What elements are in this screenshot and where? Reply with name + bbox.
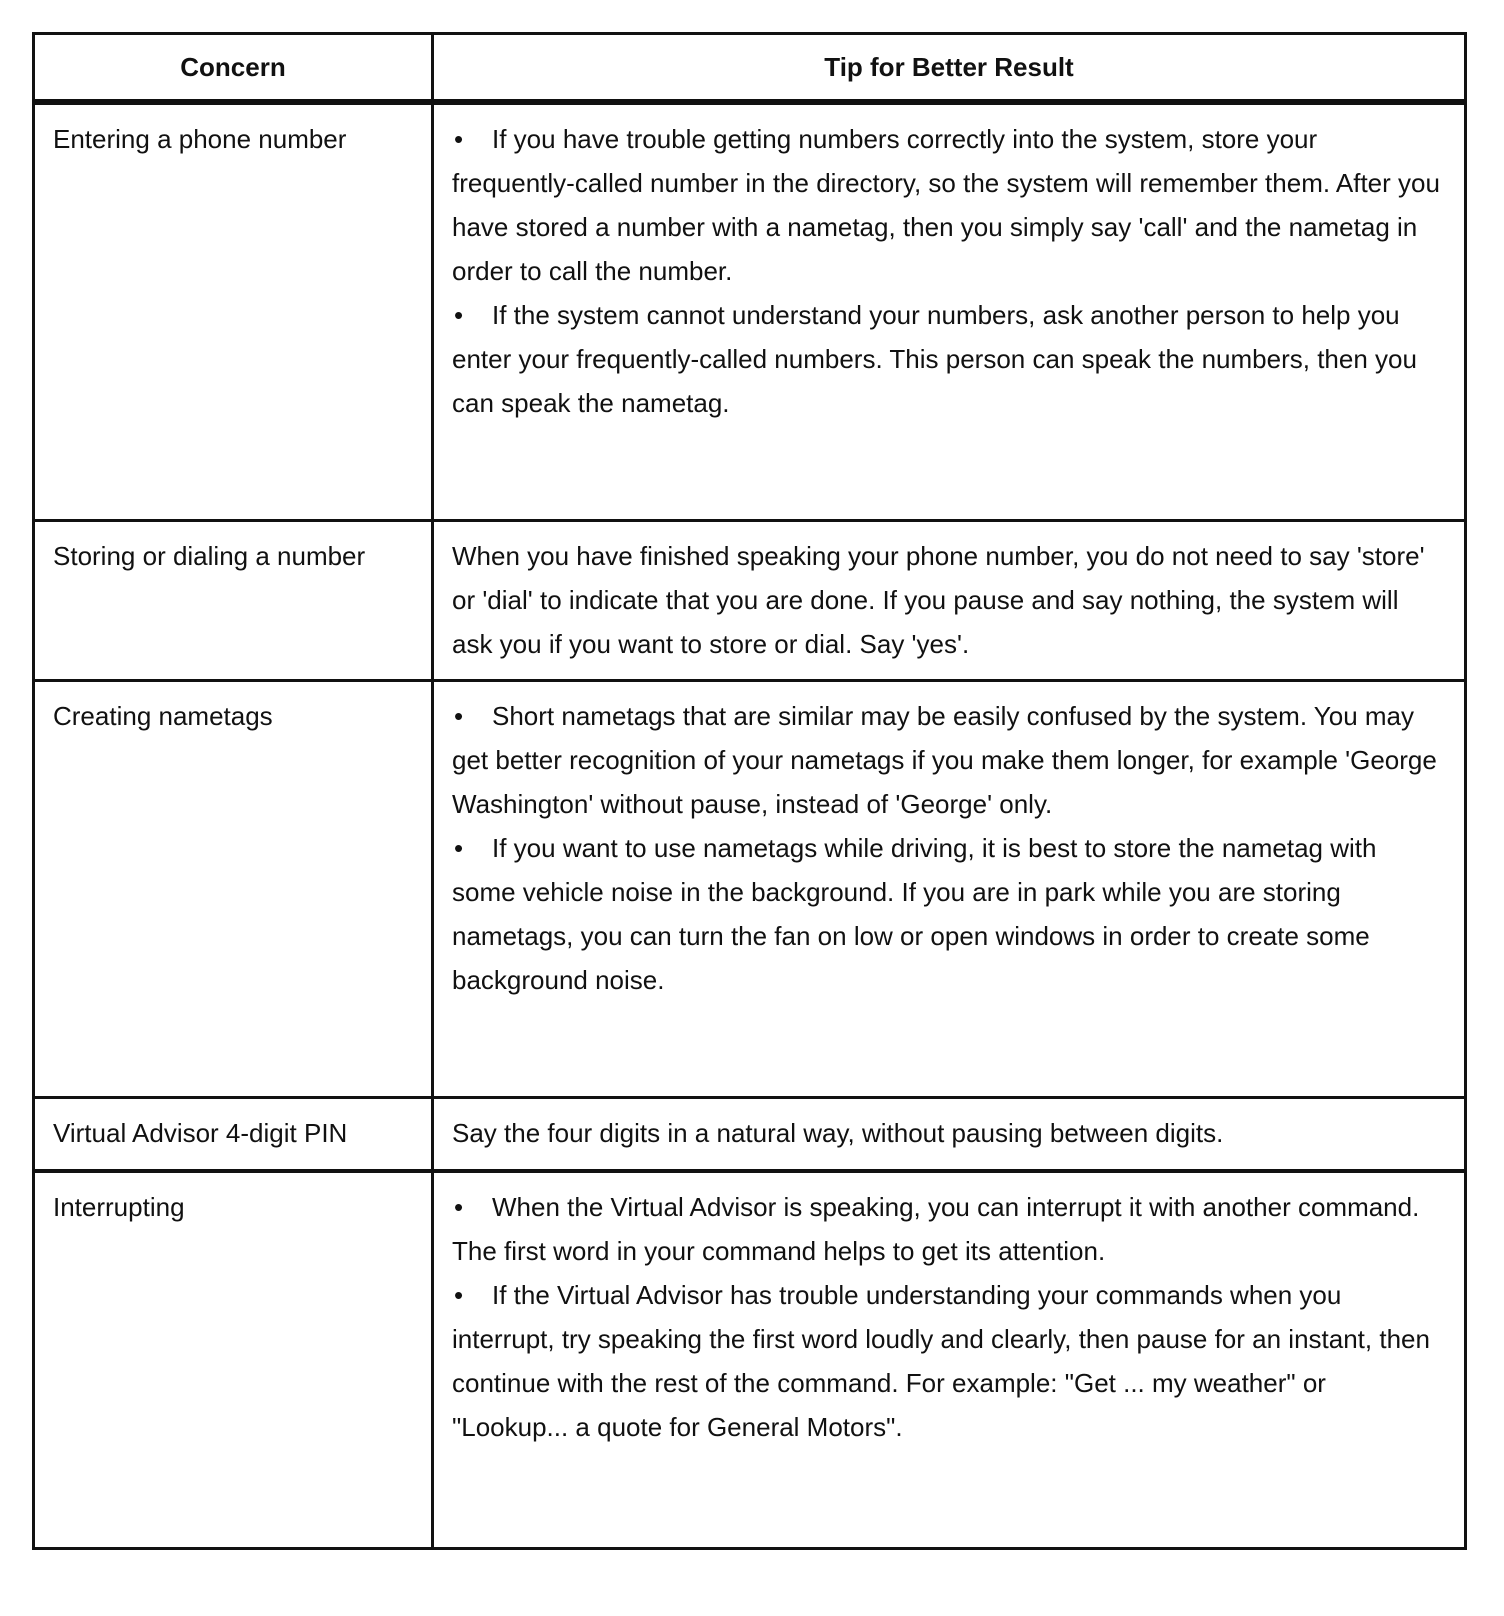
concern-cell: Virtual Advisor 4-digit PIN [34, 1098, 433, 1172]
tip-text: If you have trouble getting numbers correctly into the system, store your frequently-called number in the directory, so the system will remember them. After you have stored a number with a nametag, then you simply say 'call' and the nametag in order to call the number. [452, 124, 1440, 286]
tip-text: If the system cannot understand your numbers, ask another person to help you enter your frequently-called numbers. This person can speak the numbers, then you can speak the nametag. [452, 300, 1417, 418]
tip-cell [433, 681, 1466, 1098]
tip-cell: Say the four digits in a natural way, without pausing between digits. [433, 1098, 1466, 1172]
bullet-icon: • [454, 1192, 464, 1222]
table-row [34, 1171, 1466, 1549]
tip-cell [433, 1171, 1466, 1549]
tip-text: If the Virtual Advisor has trouble understanding your commands when you interrupt, try speaking the first word loudly and clearly, then pause for an instant, then continue with the rest of the command. For example: "Get ... my weather" or "Lookup... a quote for General Motors". [452, 1280, 1430, 1442]
tip-text: If you want to use nametags while driving, it is best to store the nametag with some vehicle noise in the background. If you are in park while you are storing nametags, you can turn the fan on low or open windows in order to create some background noise. [452, 833, 1377, 995]
tip-bullet [452, 694, 1446, 826]
table-row [34, 681, 1466, 1098]
table-row [34, 521, 1466, 681]
tip-text: Short nametags that are similar may be easily confused by the system. You may get better recognition of your nametags if you make them longer, for example 'George Washington' without pause, instead of 'George' only. [452, 701, 1437, 819]
bullet-icon: • [454, 124, 464, 154]
concern-header: Concern [34, 34, 433, 103]
tip-bullet [452, 1185, 1446, 1273]
tip-cell [433, 102, 1466, 521]
bullet-icon: • [454, 300, 464, 330]
bullet-icon: • [454, 833, 464, 863]
tip-bullet [452, 1273, 1446, 1449]
table-row [34, 102, 1466, 521]
tip-bullet [452, 117, 1446, 293]
bullet-icon: • [454, 1280, 464, 1310]
tip-bullet [452, 293, 1446, 425]
tip-header: Tip for Better Result [433, 34, 1466, 103]
bullet-icon: • [454, 701, 464, 731]
header-row [34, 34, 1466, 103]
tips-table [32, 32, 1467, 1550]
concern-cell: Entering a phone number [34, 102, 433, 521]
tip-cell: When you have finished speaking your phone number, you do not need to say 'store' or 'dial' to indicate that you are done. If you pause and say nothing, the system will ask you if you want to store or dial. Say 'yes'. [433, 521, 1466, 681]
table-row [34, 1098, 1466, 1172]
tip-text: When the Virtual Advisor is speaking, you can interrupt it with another command. The first word in your command helps to get its attention. [452, 1192, 1420, 1266]
concern-cell: Creating nametags [34, 681, 433, 1098]
tip-bullet [452, 826, 1446, 1002]
concern-cell: Interrupting [34, 1171, 433, 1549]
concern-cell: Storing or dialing a number [34, 521, 433, 681]
